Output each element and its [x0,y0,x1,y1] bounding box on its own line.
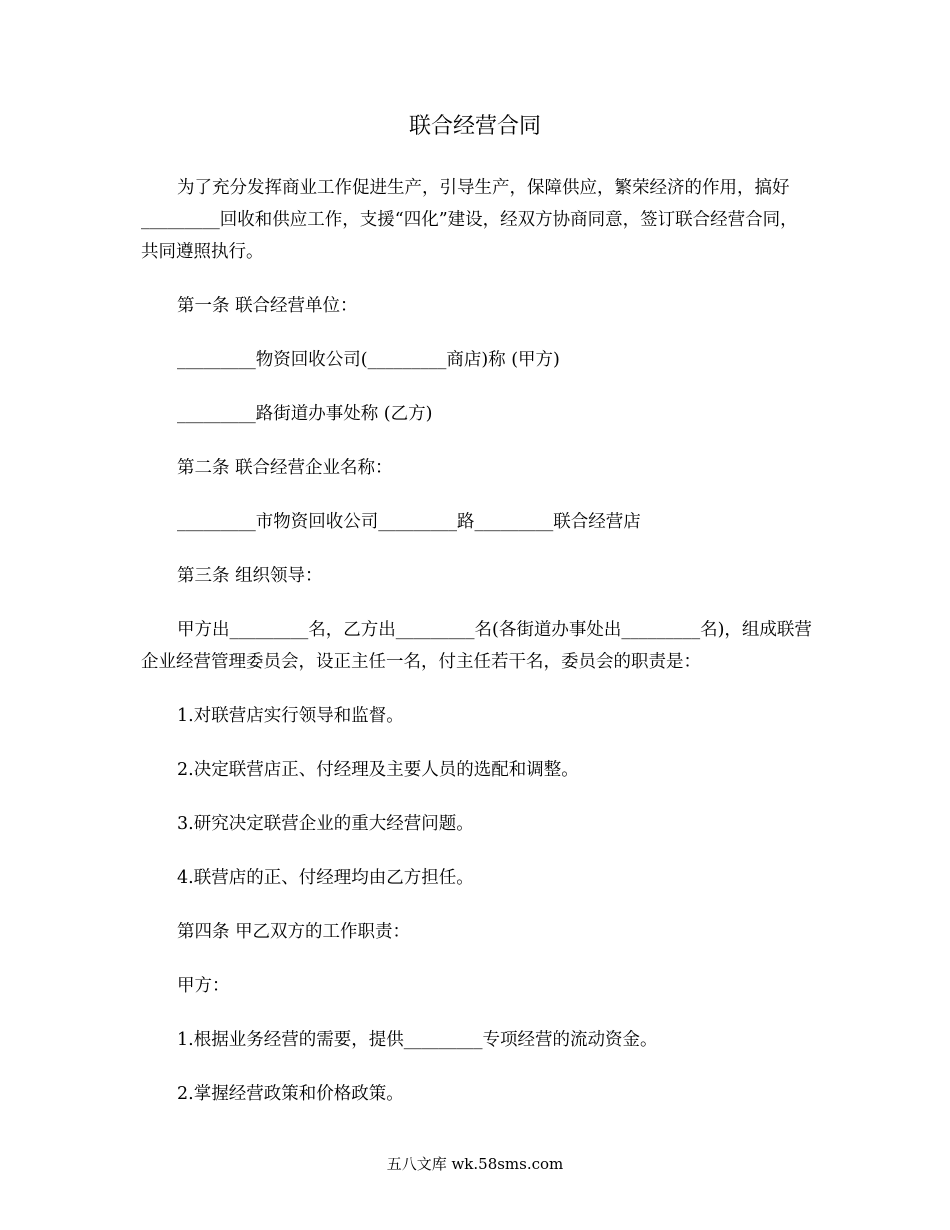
article4-heading: 第四条 甲乙双方的工作职责： [177,922,411,942]
article2-name: _________市物资回收公司_________路_________联合经营店 [177,512,641,532]
article3-heading: 第三条 组织领导： [177,566,323,586]
document-body [141,172,813,1110]
article1-heading: 第一条 联合经营单位： [177,296,358,316]
article2-heading: 第二条 联合经营企业名称： [177,458,393,478]
article4-party-a-label: 甲方： [177,976,230,996]
intro-paragraph: 为了充分发挥商业工作促进生产，引导生产，保障供应，繁荣经济的作用，搞好_________回收和供应工作，支援“四化”建设，经双方协商同意，签订联合经营合同，共同遵照执行。 [141,178,798,262]
document-title: 联合经营合同 [408,114,541,139]
article3-body: 甲方出_________名，乙方出_________名(各街道办事处出_________名)，组成联营企业经营管理委员会，设正主任一名，付主任若干名，委员会的职责是： [141,620,812,672]
article4-item: 2.掌握经营政策和价格政策。 [177,1084,404,1104]
article3-item: 1.对联营店实行领导和监督。 [177,706,404,726]
article1-party-b: _________路街道办事处称 (乙方) [177,404,433,424]
article1-party-a: _________物资回收公司(_________商店)称 (甲方) [177,350,560,370]
footer-source: 五八文库 wk.58sms.com [386,1155,564,1173]
article3-item: 4.联营店的正、付经理均由乙方担任。 [177,868,474,888]
article3-item: 3.研究决定联营企业的重大经营问题。 [177,814,474,834]
article3-item: 2.决定联营店正、付经理及主要人员的选配和调整。 [177,760,579,780]
article4-item: 1.根据业务经营的需要，提供_________专项经营的流动资金。 [177,1030,658,1050]
